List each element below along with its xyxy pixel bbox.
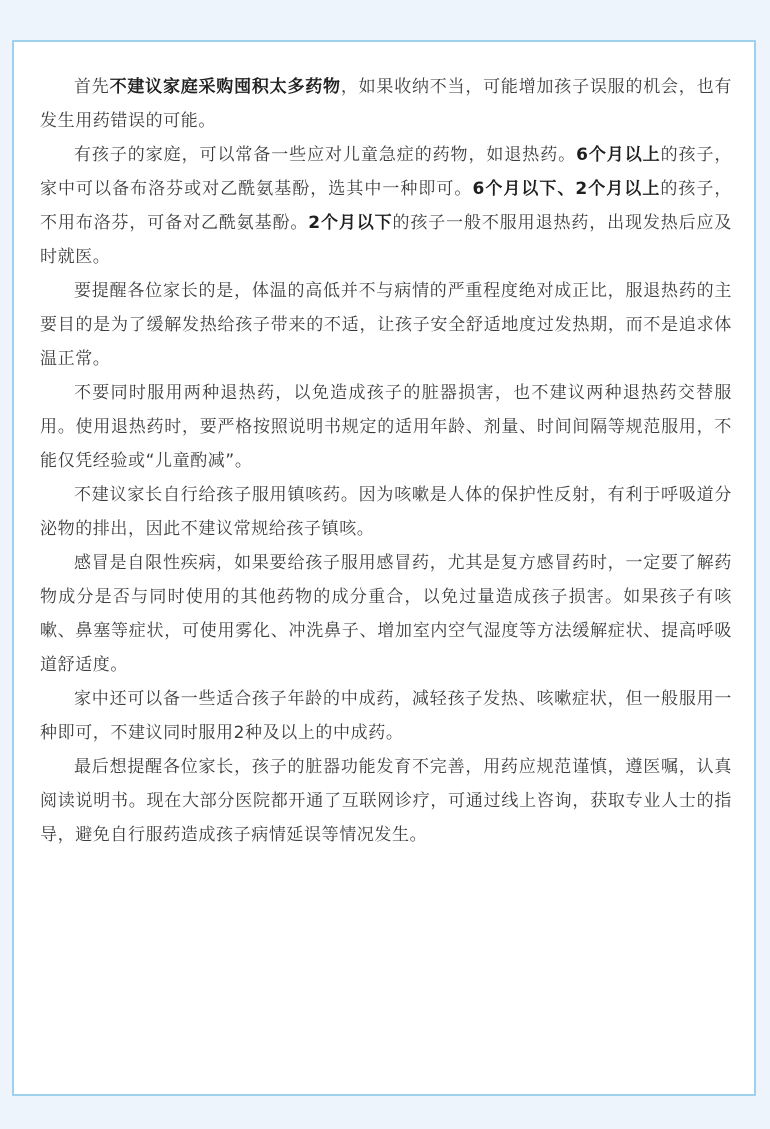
paragraph-text: 的孩子，家中可以备布洛芬或对乙酰氨基酚，选其中一种即可。 bbox=[40, 145, 732, 199]
paragraph-text: 的孩子一般不服用退热药，出现发热后应及时就医。 bbox=[40, 213, 732, 267]
paragraph-text: 家中还可以备一些适合孩子年龄的中成药，减轻孩子发热、咳嗽症状，但一般服用一种即可，不建议同时服用2种及以上的中成药。 bbox=[40, 689, 732, 743]
emphasis-text: 2个月以下 bbox=[308, 213, 393, 233]
paragraph-text: 感冒是自限性疾病，如果要给孩子服用感冒药，尤其是复方感冒药时，一定要了解药物成分是否与同时使用的其他药物的成分重合，以免过量造成孩子损害。如果孩子有咳嗽、鼻塞等症状，可使用雾化、冲洗鼻子、增加室内空气湿度等方法缓解症状、提高呼吸道舒适度。 bbox=[40, 553, 732, 675]
paragraph bbox=[40, 750, 732, 852]
paragraph bbox=[40, 376, 732, 478]
paragraph-text: 不建议家长自行给孩子服用镇咳药。因为咳嗽是人体的保护性反射，有利于呼吸道分泌物的排出，因此不建议常规给孩子镇咳。 bbox=[40, 485, 732, 539]
paragraph-text: 有孩子的家庭，可以常备一些应对儿童急症的药物，如退热药。 bbox=[74, 145, 577, 165]
article-body bbox=[40, 70, 732, 852]
paragraph bbox=[40, 478, 732, 546]
emphasis-text: 6个月以上 bbox=[576, 145, 661, 165]
paragraph-text: 要提醒各位家长的是，体温的高低并不与病情的严重程度绝对成正比，服退热药的主要目的是为了缓解发热给孩子带来的不适，让孩子安全舒适地度过发热期，而不是追求体温正常。 bbox=[40, 281, 732, 369]
paragraph bbox=[40, 70, 732, 138]
paragraph bbox=[40, 274, 732, 376]
emphasis-text: 6个月以下、2个月以上 bbox=[472, 179, 661, 199]
paragraph-text: 不要同时服用两种退热药，以免造成孩子的脏器损害，也不建议两种退热药交替服用。使用退热药时，要严格按照说明书规定的适用年龄、剂量、时间间隔等规范服用，不能仅凭经验或“儿童酌减”。 bbox=[40, 383, 732, 471]
paragraph-text: 的孩子，不用布洛芬，可备对乙酰氨基酚。 bbox=[40, 179, 733, 233]
article-card bbox=[12, 40, 756, 1096]
emphasis-text: 不建议家庭采购囤积太多药物 bbox=[109, 77, 341, 97]
paragraph-text: ，如果收纳不当，可能增加孩子误服的机会，也有发生用药错误的可能。 bbox=[40, 77, 732, 131]
paragraph bbox=[40, 682, 732, 750]
paragraph bbox=[40, 546, 732, 682]
paragraph bbox=[40, 138, 732, 274]
paragraph-text: 首先 bbox=[74, 77, 110, 97]
paragraph-text: 最后想提醒各位家长，孩子的脏器功能发育不完善，用药应规范谨慎，遵医嘱，认真阅读说明书。现在大部分医院都开通了互联网诊疗，可通过线上咨询，获取专业人士的指导，避免自行服药造成孩子病情延误等情况发生。 bbox=[40, 757, 732, 845]
